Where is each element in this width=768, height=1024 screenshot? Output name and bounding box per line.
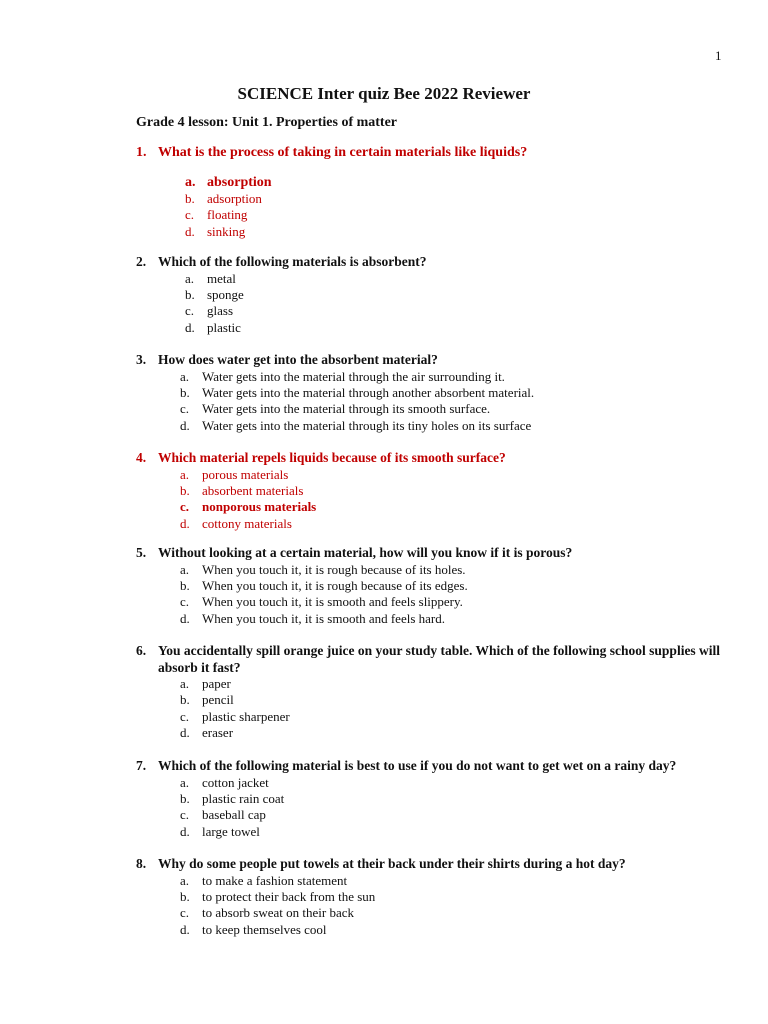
question-number: 8.: [136, 856, 147, 871]
question-number: 4.: [136, 450, 147, 465]
question-4: [136, 450, 726, 532]
option-d: d. Water gets into the material through its tiny holes on its surface: [180, 417, 532, 433]
question-text: What is the process of taking in certain materials like liquids?: [158, 145, 528, 160]
option-a: a. When you touch it, it is rough because of its holes.: [180, 561, 466, 577]
question-text: How does water get into the absorbent material?: [158, 352, 438, 367]
question-text: Without looking at a certain material, how will you know if it is porous?: [158, 545, 573, 560]
question-number: 3.: [136, 352, 147, 367]
option-a: a. cotton jacket: [180, 774, 269, 790]
option-a: a. to make a fashion statement: [180, 872, 348, 888]
question-number: 2.: [136, 254, 147, 269]
question-1: [136, 145, 726, 240]
lesson-heading: Grade 4 lesson: Unit 1. Properties of matter: [136, 115, 398, 130]
option-b: b. adsorption: [185, 190, 262, 206]
option-c: c. to absorb sweat on their back: [180, 905, 354, 921]
option-d: d. When you touch it, it is smooth and feels hard.: [180, 610, 445, 626]
question-7: [136, 758, 726, 840]
option-c: c. nonporous materials: [180, 499, 317, 515]
option-d: d. large towel: [180, 823, 260, 839]
question-number: 7.: [136, 758, 147, 773]
option-d: d. eraser: [180, 725, 234, 741]
option-b: b. When you touch it, it is rough because of its edges.: [180, 577, 468, 593]
option-b: b. Water gets into the material through another absorbent material.: [180, 384, 535, 400]
option-a: a. porous materials: [180, 466, 289, 482]
option-d: d. plastic: [185, 319, 241, 335]
question-3: [136, 352, 726, 434]
question-6: [136, 643, 726, 742]
option-a: a. metal: [185, 270, 236, 286]
page-number: 1: [715, 48, 722, 63]
question-text: Which of the following material is best to use if you do not want to get wet on a rainy day?: [158, 758, 677, 773]
option-d: d. cottony materials: [180, 515, 292, 531]
document-title: SCIENCE Inter quiz Bee 2022 Reviewer: [237, 84, 531, 103]
option-d: d. sinking: [185, 223, 246, 239]
option-c: c. When you touch it, it is smooth and feels slippery.: [180, 594, 463, 610]
option-b: b. absorbent materials: [180, 482, 304, 498]
question-number: 5.: [136, 545, 147, 560]
option-b: b. pencil: [180, 692, 234, 708]
question-text: Which of the following materials is absorbent?: [158, 254, 427, 269]
option-c: c. glass: [185, 303, 233, 319]
question-text: You accidentally spill orange juice on your study table. Which of the following school supplies will absorb it fast?: [158, 643, 721, 675]
option-b: b. sponge: [185, 286, 244, 302]
option-c: c. Water gets into the material through its smooth surface.: [180, 401, 491, 417]
question-number: 1.: [136, 145, 147, 160]
option-c: c. plastic sharpener: [180, 708, 290, 724]
question-5: [136, 545, 726, 627]
option-b: b. to protect their back from the sun: [180, 888, 376, 904]
option-c: c. baseball cap: [180, 807, 266, 823]
option-a: a. paper: [180, 676, 231, 691]
question-8: [136, 856, 726, 938]
question-number: 6.: [136, 643, 147, 658]
option-a: a. Water gets into the material through the air surrounding it.: [180, 368, 505, 384]
question-text: Why do some people put towels at their back under their shirts during a hot day?: [158, 856, 626, 871]
question-text: Which material repels liquids because of its smooth surface?: [158, 450, 506, 465]
option-b: b. plastic rain coat: [180, 790, 285, 806]
option-c: c. floating: [185, 207, 248, 223]
option-a: a. absorption: [185, 174, 272, 190]
option-d: d. to keep themselves cool: [180, 921, 327, 937]
question-2: [136, 254, 726, 336]
